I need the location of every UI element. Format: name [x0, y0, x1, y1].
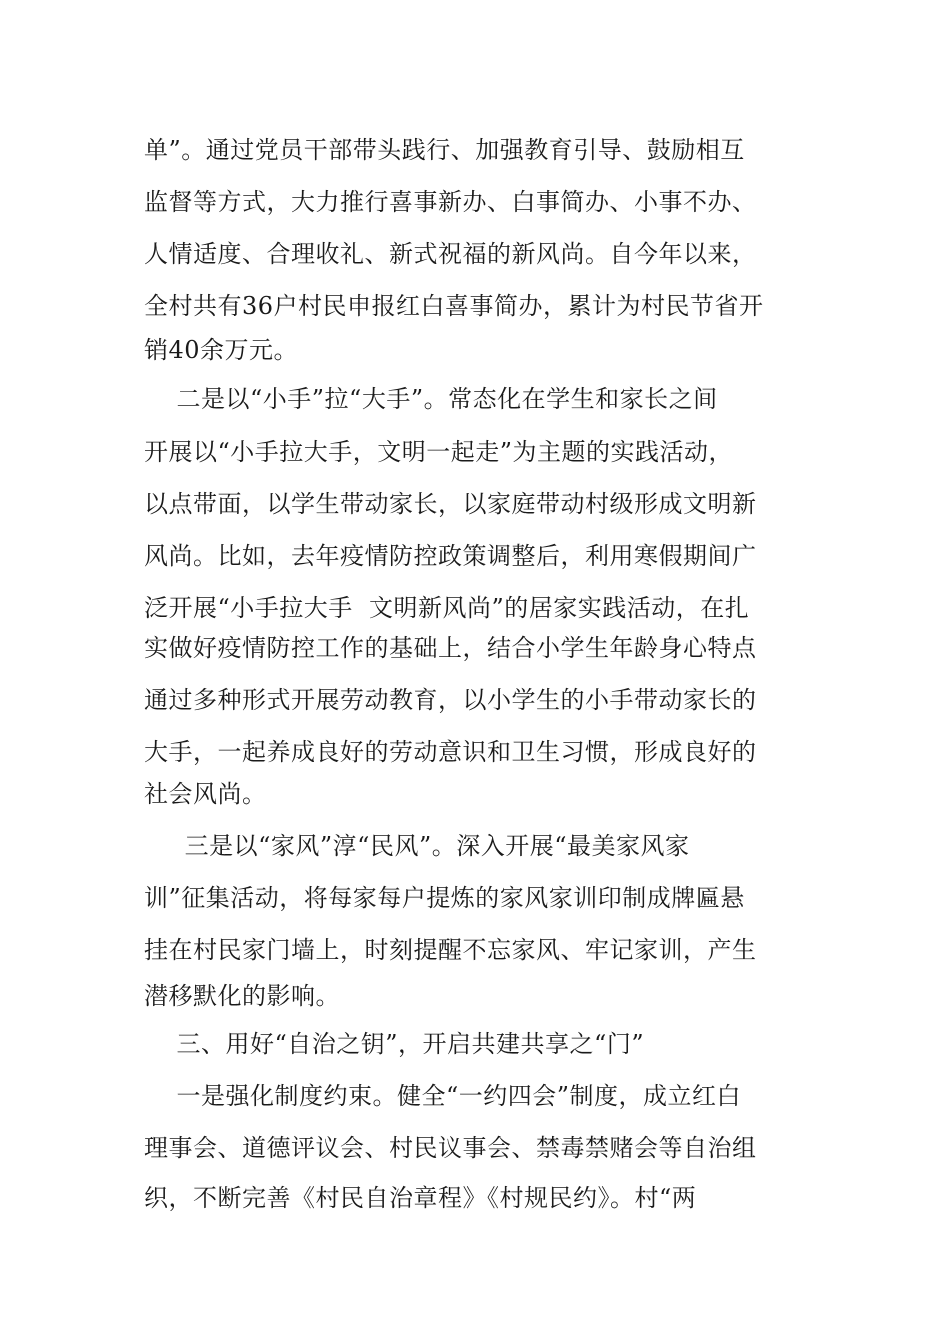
text-line-9: 风尚。比如，去年疫情防控政策调整后，利用寒假期间广 — [144, 542, 757, 570]
text-line-15: 三是以“家风”淳“民风”。深入开展“最美家风家 — [144, 832, 690, 860]
text-line-1: 单”。通过党员干部带头践行、加强教育引导、鼓励相互 — [144, 136, 745, 164]
text-line-3: 人情适度、合理收礼、新式祝福的新风尚。自今年以来， — [144, 240, 757, 268]
text-line-11: 实做好疫情防控工作的基础上，结合小学生年龄身心特点 — [144, 634, 757, 662]
text-line-13: 大手，一起养成良好的劳动意识和卫生习惯，形成良好的 — [144, 738, 757, 766]
text-line-16: 训”征集活动，将每家每户提炼的家风家训印制成牌匾悬 — [144, 884, 745, 912]
text-line-14: 社会风尚。 — [144, 780, 267, 808]
text-line-2: 监督等方式，大力推行喜事新办、白事简办、小事不办、 — [144, 188, 757, 216]
text-line-21: 理事会、道德评议会、村民议事会、禁毒禁赌会等自治组 — [144, 1134, 757, 1162]
text-line-10: 泛开展“小手拉大手 文明新风尚”的居家实践活动，在扎 — [144, 594, 750, 622]
text-line-6: 二是以“小手”拉“大手”。常态化在学生和家长之间 — [144, 385, 718, 413]
text-line-8: 以点带面，以学生带动家长，以家庭带动村级形成文明新 — [144, 490, 757, 518]
section-heading: 三、用好“自治之钥”，开启共建共享之“门” — [144, 1030, 645, 1058]
text-line-5: 销40余万元。 — [144, 336, 299, 364]
text-line-7: 开展以“小手拉大手，文明一起走”为主题的实践活动， — [144, 438, 734, 466]
text-line-18: 潜移默化的影响。 — [144, 982, 340, 1010]
text-line-22: 织，不断完善《村民自治章程》《村规民约》。村“两 — [144, 1184, 697, 1212]
text-line-4: 全村共有36户村民申报红白喜事简办，累计为村民节省开 — [144, 292, 764, 320]
text-line-20: 一是强化制度约束。健全“一约四会”制度，成立红白 — [144, 1082, 742, 1110]
text-line-12: 通过多种形式开展劳动教育，以小学生的小手带动家长的 — [144, 686, 757, 714]
text-line-17: 挂在村民家门墙上，时刻提醒不忘家风、牢记家训，产生 — [144, 936, 757, 964]
